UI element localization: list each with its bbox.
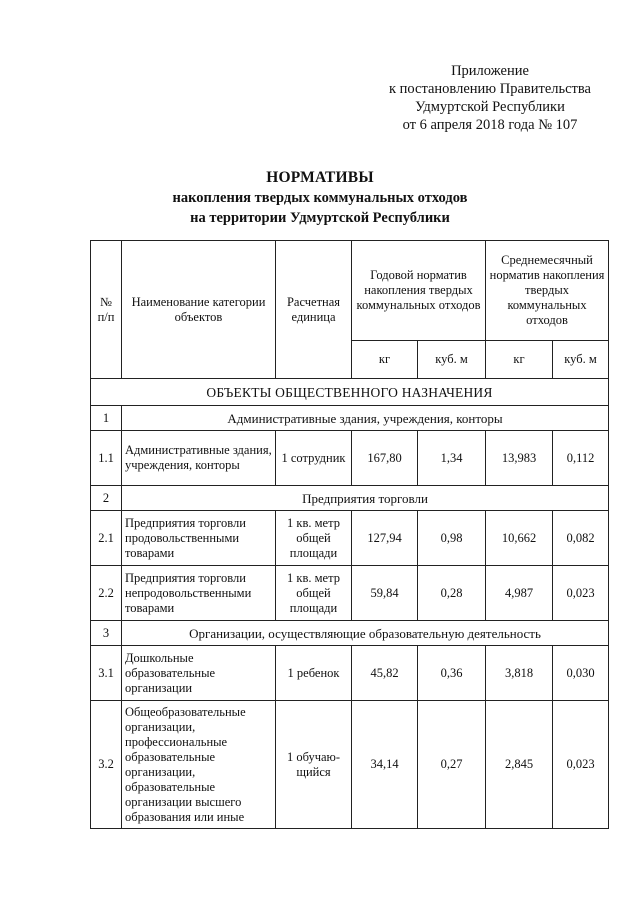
header-unit: Расчетная единица [276,241,352,379]
row-annual-m3: 0,36 [418,646,486,701]
row-annual-m3: 1,34 [418,431,486,486]
row-name: Предприятия торговли продовольственными товарами [122,511,276,566]
header-annual: Годовой норматив накопления твердых коммунальных отходов [352,241,486,341]
row-monthly-m3: 0,082 [553,511,609,566]
row-monthly-kg: 2,845 [486,701,553,829]
title-sub-1: накопления твердых коммунальных отходов [172,190,468,206]
header-monthly-kg: кг [486,341,553,379]
row-monthly-m3: 0,112 [553,431,609,486]
table-row [91,701,609,829]
row-monthly-m3: 0,023 [553,566,609,621]
row-num: 2.1 [91,511,122,566]
appendix-line-1: Приложение [451,63,529,79]
group-num: 1 [91,406,122,431]
header-monthly: Среднемесячный норматив накопления твердых коммунальных отходов [486,241,609,341]
row-monthly-kg: 10,662 [486,511,553,566]
header-name: Наименование категории объектов [122,241,276,379]
header-num: № п/п [91,241,122,379]
row-unit: 1 сотрудник [276,431,352,486]
row-name: Дошкольные образовательные организации [122,646,276,701]
header-monthly-m3: куб. м [553,341,609,379]
row-num: 3.1 [91,646,122,701]
norms-table [90,240,609,829]
row-unit: 1 обучаю-щийся [276,701,352,829]
group-row [91,406,609,431]
group-num: 2 [91,486,122,511]
group-title: Предприятия торговли [122,486,609,511]
appendix-line-2: к постановлению Правительства [389,81,591,97]
appendix-line-3: Удмуртской Республики [415,99,565,115]
row-num: 1.1 [91,431,122,486]
row-monthly-kg: 13,983 [486,431,553,486]
row-unit: 1 ребенок [276,646,352,701]
section-title: ОБЪЕКТЫ ОБЩЕСТВЕННОГО НАЗНАЧЕНИЯ [91,379,609,406]
row-annual-m3: 0,98 [418,511,486,566]
title-main: НОРМАТИВЫ [266,169,374,186]
row-annual-m3: 0,28 [418,566,486,621]
table-row [91,646,609,701]
row-name: Общеобразовательные организации, профессиональные образовательные организации, образовательные организации высшего образования или иные [122,701,276,829]
group-num: 3 [91,621,122,646]
document-title [0,168,640,228]
appendix-block [360,62,620,134]
group-row [91,621,609,646]
table-row [91,431,609,486]
row-num: 3.2 [91,701,122,829]
row-annual-kg: 59,84 [352,566,418,621]
row-annual-m3: 0,27 [418,701,486,829]
title-sub-2: на территории Удмуртской Республики [190,210,450,226]
group-title: Организации, осуществляющие образовательную деятельность [122,621,609,646]
table-row [91,511,609,566]
appendix-line-4: от 6 апреля 2018 года № 107 [402,117,578,133]
row-unit: 1 кв. метр общей площади [276,511,352,566]
header-annual-kg: кг [352,341,418,379]
row-annual-kg: 45,82 [352,646,418,701]
header-annual-m3: куб. м [418,341,486,379]
table-row [91,566,609,621]
row-annual-kg: 34,14 [352,701,418,829]
row-monthly-m3: 0,023 [553,701,609,829]
row-annual-kg: 127,94 [352,511,418,566]
group-row [91,486,609,511]
group-title: Административные здания, учреждения, конторы [122,406,609,431]
row-monthly-kg: 4,987 [486,566,553,621]
row-monthly-m3: 0,030 [553,646,609,701]
row-unit: 1 кв. метр общей площади [276,566,352,621]
row-monthly-kg: 3,818 [486,646,553,701]
row-name: Предприятия торговли непродовольственными товарами [122,566,276,621]
row-name: Административные здания, учреждения, конторы [122,431,276,486]
row-annual-kg: 167,80 [352,431,418,486]
row-num: 2.2 [91,566,122,621]
